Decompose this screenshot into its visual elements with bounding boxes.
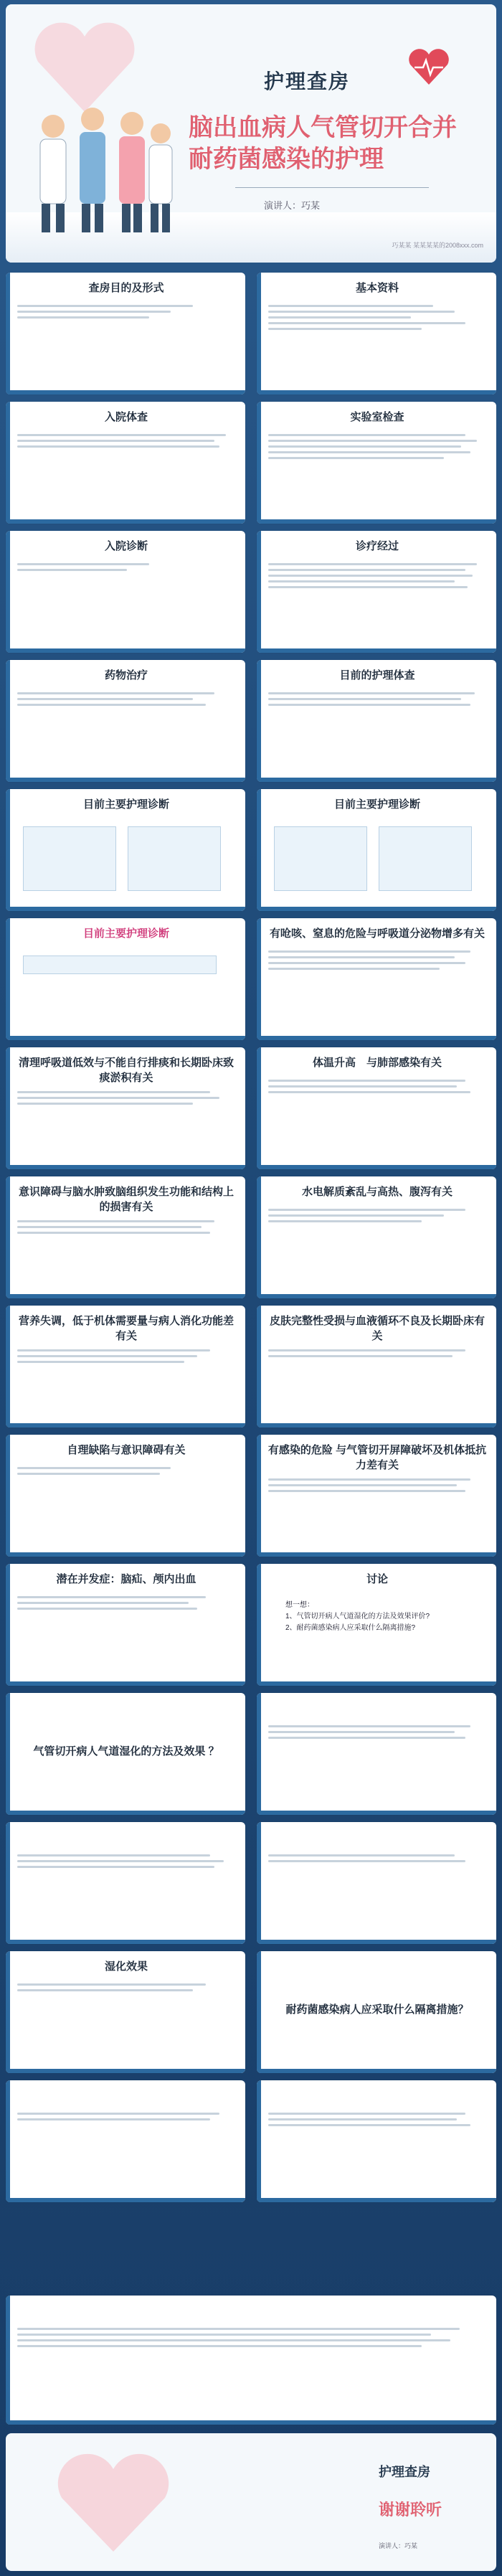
- slide-7: [6, 660, 245, 782]
- slide-9: [6, 789, 245, 911]
- slide-6: [257, 531, 496, 653]
- slide-14: [257, 1047, 496, 1169]
- slide-31: [6, 2296, 496, 2425]
- slide-title: 水电解质紊乱与高热、腹泻有关: [301, 1186, 453, 1198]
- discussion-q1: 1、气管切开病人气道湿化的方法及效果评价?: [285, 1613, 430, 1620]
- cover-title: 脑出血病人气管切开合并耐药菌感染的护理: [189, 114, 457, 173]
- slide-title: 实验室检查: [350, 411, 404, 423]
- cover-speaker: 演讲人：巧某: [264, 200, 321, 211]
- slide-2: [257, 273, 496, 395]
- slide-3: [6, 402, 245, 524]
- slide-title: 目前主要护理诊断: [82, 798, 169, 811]
- cover-tag: 护理查房: [264, 70, 351, 93]
- slide-title: 目前主要护理诊断: [82, 928, 169, 940]
- slide-title: 讨论: [366, 1573, 388, 1585]
- slide-27: [6, 1951, 245, 2073]
- medical-staff-illustration: [24, 76, 175, 241]
- slide-title: 体温升高 与肺部感染有关: [312, 1057, 442, 1069]
- slide-12: [257, 918, 496, 1040]
- discussion-label: 想一想：: [285, 1601, 314, 1609]
- slide-20: [257, 1435, 496, 1557]
- slide-25: [6, 1822, 245, 1944]
- slide-title: 目前主要护理诊断: [333, 798, 420, 811]
- slide-17: [6, 1306, 245, 1428]
- slide-title: 潜在并发症：脑疝、颅内出血: [56, 1573, 196, 1585]
- slide-8: [257, 660, 496, 782]
- slide-21: [6, 1564, 245, 1686]
- slide-title: 入院诊断: [104, 540, 148, 552]
- slide-title: 气管切开病人气道湿化的方法及效果 ？: [33, 1745, 219, 1758]
- slide-26: [257, 1822, 496, 1944]
- slide-13: [6, 1047, 245, 1169]
- diagnosis-box: [379, 826, 472, 891]
- slide-title: 入院体查: [104, 411, 148, 423]
- slide-5: [6, 531, 245, 653]
- slide-16: [257, 1176, 496, 1298]
- slide-title: 自理缺陷与意识障碍有关: [67, 1444, 186, 1456]
- slide-title: 查房目的及形式: [88, 282, 164, 294]
- cover-divider: [235, 187, 429, 188]
- slide-11: [6, 918, 245, 1040]
- heart-pulse-icon: [407, 47, 450, 87]
- slide-title: 营养失调，低于机体需要量与病人消化功能差有关: [18, 1315, 234, 1342]
- diagnosis-box: [23, 826, 116, 891]
- diagnosis-box: [274, 826, 367, 891]
- end-slide: [6, 2433, 496, 2571]
- slide-1: [6, 273, 245, 395]
- slide-23: [6, 1693, 245, 1815]
- slide-title: 清理呼吸道低效与不能自行排痰和长期卧床致痰淤积有关: [18, 1057, 234, 1084]
- slide-28: [257, 1951, 496, 2073]
- slide-title: 有感染的危险 与气管切开屏障破坏及机体抵抗力差有关: [267, 1444, 487, 1471]
- slide-10: [257, 789, 496, 911]
- slide-15: [6, 1176, 245, 1298]
- slide-title: 目前的护理体查: [339, 669, 415, 681]
- slide-4: [257, 402, 496, 524]
- slide-22: [257, 1564, 496, 1686]
- slide-title: 有呛咳、窒息的危险与呼吸道分泌物增多有关: [269, 928, 485, 940]
- slide-29: [6, 2080, 245, 2202]
- slide-30: [257, 2080, 496, 2202]
- slide-title: 耐药菌感染病人应采取什么隔离措施？: [285, 2004, 469, 2016]
- heart-icon: [49, 2448, 178, 2555]
- end-speaker: 演讲人：巧某: [379, 2542, 418, 2549]
- slide-title: 药物治疗: [104, 669, 148, 681]
- discussion-q2: 2、耐药菌感染病人应采取什么隔离措施?: [285, 1624, 416, 1632]
- slide-18: [257, 1306, 496, 1428]
- slide-title: 基本资料: [355, 282, 399, 294]
- slide-title: 意识障碍与脑水肿致脑组织发生功能和结构上的损害有关: [18, 1186, 234, 1213]
- slide-title: 诊疗经过: [355, 540, 399, 552]
- end-tag: 护理查房: [379, 2465, 430, 2479]
- cover-slide: [6, 4, 496, 263]
- slide-title: 皮肤完整性受损与血液循环不良及长期卧床有关: [269, 1315, 485, 1342]
- diagnosis-box: [128, 826, 221, 891]
- diagnosis-box: [23, 956, 217, 974]
- slide-24: [257, 1693, 496, 1815]
- slide-title: 湿化效果: [104, 1961, 148, 1973]
- cover-small-text: 巧某某 某某某某的2008xxx.com: [392, 242, 483, 249]
- end-thanks: 谢谢聆听: [379, 2501, 442, 2519]
- slide-19: [6, 1435, 245, 1557]
